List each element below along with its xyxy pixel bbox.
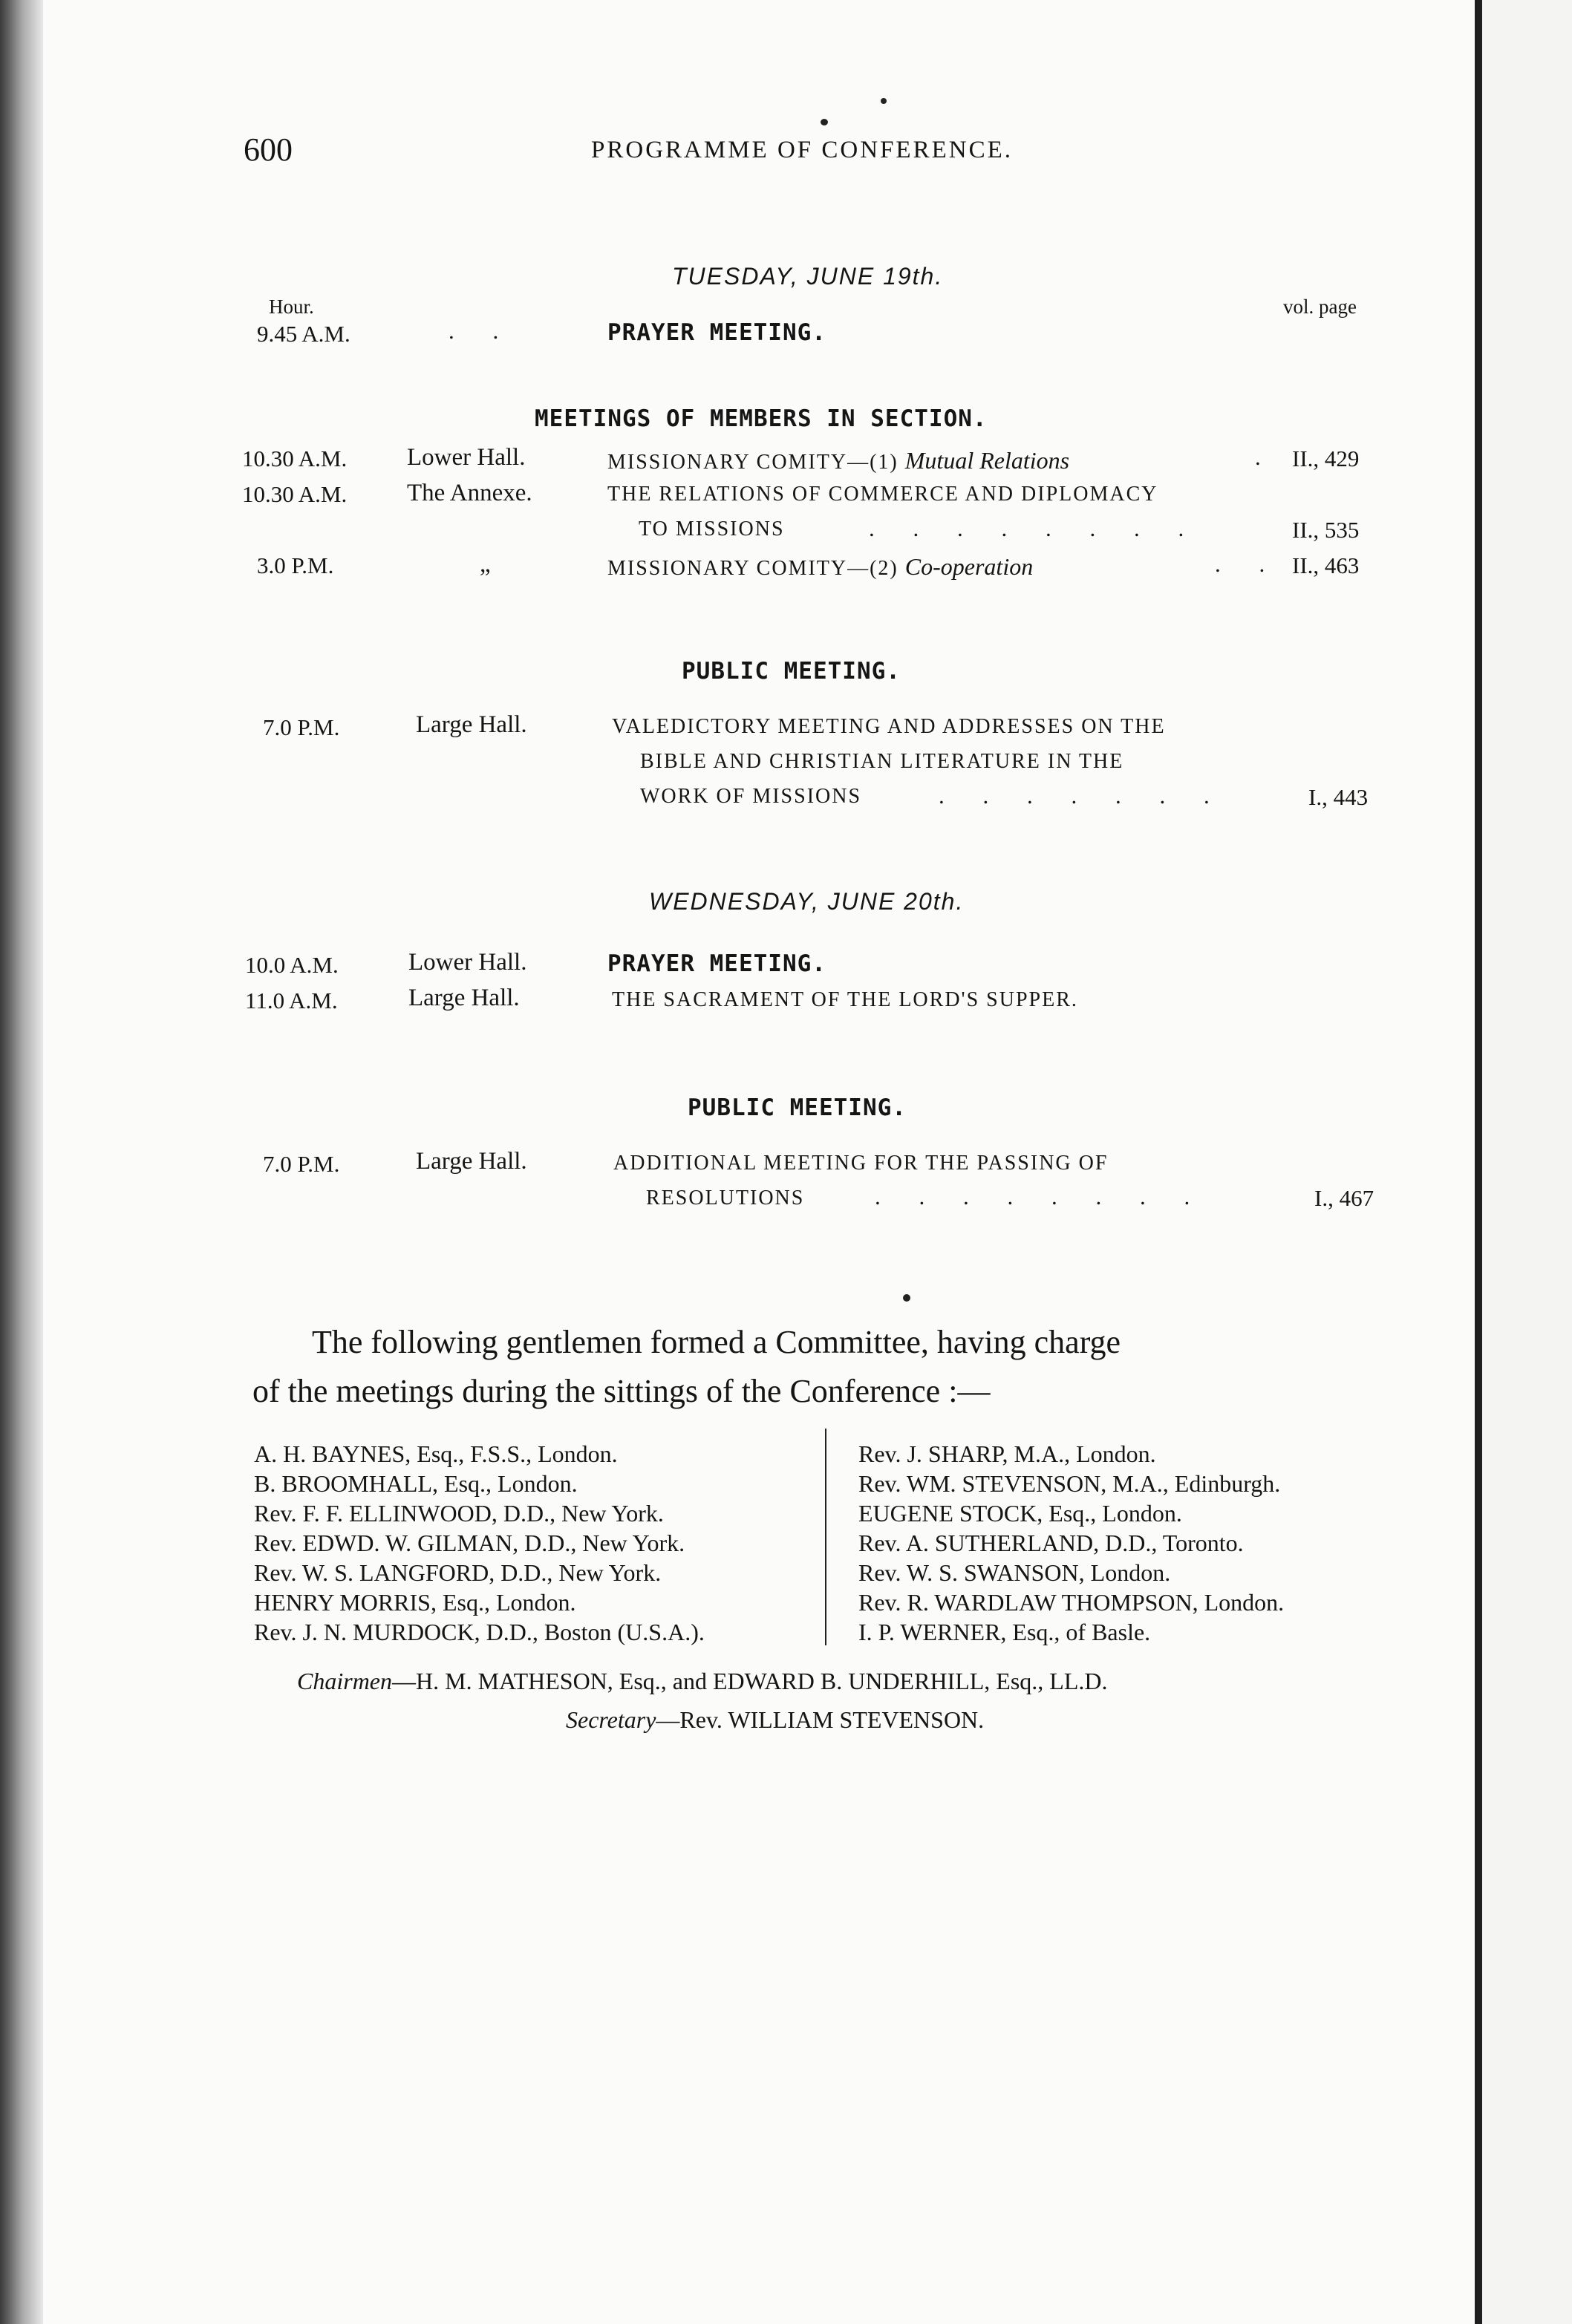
committee-member: EUGENE STOCK, Esq., London. bbox=[858, 1500, 1182, 1527]
print-speck bbox=[881, 98, 887, 104]
volume-page-ref: II., 463 bbox=[1292, 552, 1360, 578]
session-place: Lower Hall. bbox=[407, 444, 526, 471]
committee-intro-line: The following gentlemen formed a Committee, having charge bbox=[312, 1324, 1121, 1360]
session-place: Large Hall. bbox=[416, 1148, 527, 1175]
session-title-continued: RESOLUTIONS bbox=[646, 1187, 805, 1210]
chairmen-label: Chairmen bbox=[297, 1668, 392, 1694]
committee-member: A. H. BAYNES, Esq., F.S.S., London. bbox=[254, 1440, 618, 1467]
scan-margin bbox=[1482, 0, 1572, 2324]
committee-member: Rev. R. WARDLAW THOMPSON, London. bbox=[858, 1589, 1285, 1616]
day-heading-tuesday: TUESDAY, JUNE 19th. bbox=[672, 263, 944, 290]
session-place: Lower Hall. bbox=[408, 949, 527, 976]
session-title-continued: BIBLE AND CHRISTIAN LITERATURE IN THE bbox=[640, 750, 1124, 773]
volume-page-ref: I., 467 bbox=[1314, 1185, 1374, 1211]
session-place: The Annexe. bbox=[407, 480, 532, 506]
leader-dots: . . bbox=[1215, 551, 1282, 577]
committee-member: Rev. J. SHARP, M.A., London. bbox=[858, 1440, 1156, 1467]
committee-member: Rev. A. SUTHERLAND, D.D., Toronto. bbox=[858, 1530, 1244, 1556]
column-divider bbox=[825, 1429, 826, 1645]
session-title: VALEDICTORY MEETING AND ADDRESSES ON THE bbox=[612, 715, 1166, 738]
vol-page-column-label: vol. page bbox=[1283, 296, 1357, 318]
committee-member: Rev. W. S. SWANSON, London. bbox=[858, 1559, 1171, 1586]
session-title: PRAYER MEETING. bbox=[607, 950, 826, 977]
session-time: 3.0 P.M. bbox=[257, 552, 334, 578]
session-time: 11.0 A.M. bbox=[245, 988, 338, 1014]
prayer-meeting-time: 9.45 A.M. bbox=[257, 321, 350, 347]
session-time: 7.0 P.M. bbox=[263, 1151, 340, 1177]
committee-member: I. P. WERNER, Esq., of Basle. bbox=[858, 1619, 1151, 1645]
session-time: 10.30 A.M. bbox=[242, 445, 348, 471]
session-title-continued: TO MISSIONS bbox=[639, 518, 785, 541]
session-title: MISSIONARY COMITY—(2) Co-operation bbox=[607, 553, 1034, 580]
committee-intro-line: of the meetings during the sittings of the Conference :— bbox=[252, 1373, 991, 1409]
public-meeting-heading: PUBLIC MEETING. bbox=[682, 658, 901, 685]
committee-member: Rev. F. F. ELLINWOOD, D.D., New York. bbox=[254, 1500, 664, 1527]
leader-dots: . . . . . . . . bbox=[869, 515, 1201, 541]
print-speck bbox=[821, 119, 828, 125]
session-title: MISSIONARY COMITY—(1) Mutual Relations bbox=[607, 447, 1070, 474]
committee-member: Rev. WM. STEVENSON, M.A., Edinburgh. bbox=[858, 1470, 1281, 1497]
session-title: THE SACRAMENT OF THE LORD'S SUPPER. bbox=[612, 988, 1078, 1011]
volume-page-ref: II., 535 bbox=[1292, 517, 1360, 543]
session-title: ADDITIONAL MEETING FOR THE PASSING OF bbox=[613, 1152, 1109, 1175]
volume-page-ref: I., 443 bbox=[1308, 784, 1369, 810]
session-place-ditto: „ bbox=[480, 551, 491, 578]
page-number: 600 bbox=[244, 131, 293, 168]
leader-dots: . . . . . . . bbox=[939, 783, 1226, 809]
session-title: THE RELATIONS OF COMMERCE AND DIPLOMACY bbox=[607, 483, 1158, 506]
page-edge bbox=[1475, 0, 1482, 2324]
committee-member: Rev. EDWD. W. GILMAN, D.D., New York. bbox=[254, 1530, 685, 1556]
print-speck bbox=[903, 1294, 910, 1302]
committee-member: Rev. J. N. MURDOCK, D.D., Boston (U.S.A.). bbox=[254, 1619, 705, 1645]
leader-dots: . . . . . . . . bbox=[875, 1184, 1207, 1210]
public-meeting-heading: PUBLIC MEETING. bbox=[688, 1094, 907, 1121]
running-head: PROGRAMME OF CONFERENCE. bbox=[591, 137, 1013, 163]
committee-member: HENRY MORRIS, Esq., London. bbox=[254, 1589, 576, 1616]
session-time: 10.0 A.M. bbox=[245, 952, 339, 978]
session-title-continued: WORK OF MISSIONS bbox=[640, 785, 862, 808]
secretary-label: Secretary bbox=[566, 1706, 656, 1733]
session-time: 10.30 A.M. bbox=[242, 481, 348, 507]
prayer-meeting-title: PRAYER MEETING. bbox=[607, 319, 826, 346]
day-heading-wednesday: WEDNESDAY, JUNE 20th. bbox=[649, 888, 965, 915]
session-place: Large Hall. bbox=[408, 985, 520, 1011]
session-time: 7.0 P.M. bbox=[263, 714, 340, 740]
volume-page-ref: II., 429 bbox=[1292, 445, 1360, 471]
chairmen-line: Chairmen—H. M. MATHESON, Esq., and EDWARD B. UNDERHILL, Esq., LL.D. bbox=[297, 1668, 1108, 1694]
committee-member: B. BROOMHALL, Esq., London. bbox=[254, 1470, 578, 1497]
book-spine-shadow bbox=[0, 0, 43, 2324]
leader-dots: . bbox=[1255, 444, 1277, 470]
session-place: Large Hall. bbox=[416, 711, 527, 738]
section-heading: MEETINGS OF MEMBERS IN SECTION. bbox=[535, 405, 988, 432]
committee-member: Rev. W. S. LANGFORD, D.D., New York. bbox=[254, 1559, 662, 1586]
hour-column-label: Hour. bbox=[269, 296, 314, 318]
secretary-line: Secretary—Rev. WILLIAM STEVENSON. bbox=[566, 1706, 985, 1733]
leader-dots: . . bbox=[449, 318, 515, 344]
